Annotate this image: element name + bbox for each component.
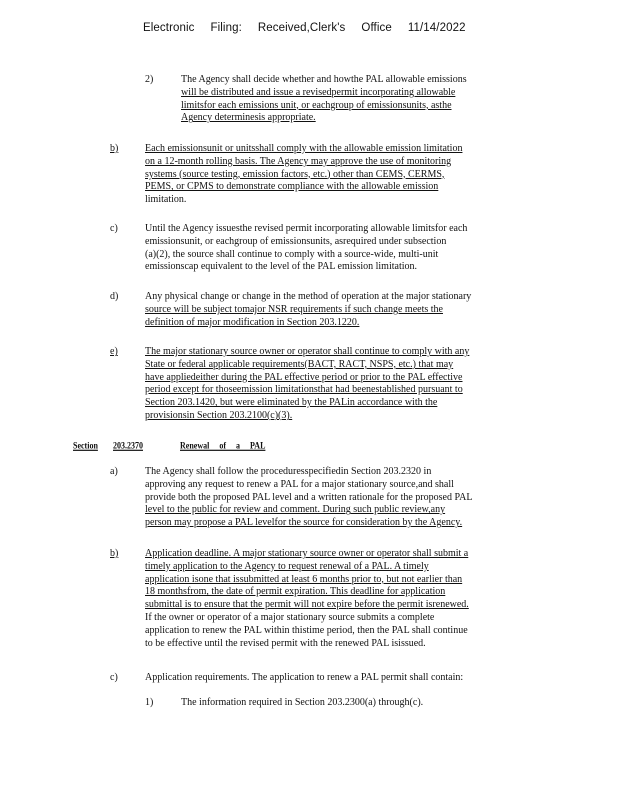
text-line: period except for thoseemission limitationsthat had beenestablished pursuant to <box>145 384 463 396</box>
text-line: have appliedeither during the PAL effective period or prior to the PAL effective <box>145 371 463 383</box>
text-line: The information required in Section 203.2300(a) through(c). <box>181 697 424 708</box>
text-line: Each emissionsunit or unitsshall comply with the allowable emission limitation <box>145 143 463 154</box>
text-line: If the owner or operator of a major stationary source submits a complete <box>145 611 435 623</box>
section-number: 203.2370 <box>113 440 143 451</box>
item-b2-text <box>145 548 537 650</box>
item-2-text <box>181 74 520 125</box>
text-line: on a 12-month rolling basis. The Agency may approve the use of monitoring <box>145 155 452 167</box>
text-line: level to the public for review and comment. During such public review,any <box>145 504 446 516</box>
text-line: 18 monthsfrom, the date of permit expiration. This deadline for application <box>145 586 446 598</box>
item-d-text <box>145 291 530 329</box>
text-line: Application deadline. A major stationary source owner or operator shall submit a <box>145 548 469 559</box>
text-line: Until the Agency issuesthe revised permit incorporating allowable limitsfor each <box>145 223 468 234</box>
text-line: Section 203.1420, but were eliminated by the PALin accordance with the <box>145 397 438 409</box>
text-line: provide both the proposed PAL level and a written rationale for the proposed PAL <box>145 491 473 503</box>
section-label: Section <box>73 440 98 451</box>
header-office: Office <box>361 22 392 34</box>
item-label: b) <box>110 548 119 559</box>
text-line: timely application to the Agency to request renewal of a PAL. A timely <box>145 560 429 572</box>
header-electronic: Electronic <box>143 22 195 34</box>
text-line: systems (source testing, emission factors, etc.) other than CEMS, CERMS, <box>145 168 445 180</box>
text-line: submittal is to ensure that the permit will not expire before the permit isrenewed. <box>145 599 469 611</box>
text-line: (a)(2), the source shall continue to comply with a source-wide, multi-unit <box>145 248 439 260</box>
item-e-text <box>145 346 535 423</box>
text-line: limitation. <box>145 194 187 206</box>
text-line: will be distributed and issue a revisedpermit incorporating allowable <box>181 86 456 98</box>
text-line: The Agency shall decide whether and howthe PAL allowable emissions <box>181 74 467 85</box>
section-title: Renewal of a PAL <box>180 440 266 451</box>
text-line: person may propose a PAL levelfor the source for consideration by the Agency. <box>145 517 463 529</box>
text-line: to be effective until the revised permit with the renewed PAL isissued. <box>145 637 426 649</box>
item-label: 2) <box>145 74 154 85</box>
item-label: c) <box>110 223 118 234</box>
text-line: Any physical change or change in the method of operation at the major stationary <box>145 291 472 302</box>
text-line: limitsfor each emissions unit, or eachgroup of emissionsunits, asthe <box>181 99 452 111</box>
text-line: approving any request to renew a PAL for a major stationary source,and shall <box>145 478 454 490</box>
item-label: c) <box>110 672 118 683</box>
header-date: 11/14/2022 <box>407 22 466 34</box>
item-label: 1) <box>145 697 154 708</box>
text-line: application to renew the PAL within thistime period, then the PAL shall continue <box>145 624 468 636</box>
text-line: emissionscap equivalent to the level of the PAL emission limitation. <box>145 261 417 273</box>
item-c2-text <box>145 672 530 685</box>
text-line: definition of major modification in Section 203.1220. <box>145 316 360 328</box>
text-line: source will be subject tomajor NSR requirements if such change meets the <box>145 303 443 315</box>
text-line: The Agency shall follow the proceduresspecifiedin Section 203.2320 in <box>145 466 432 477</box>
text-line: provisionsin Section 203.2100(c)(3). <box>145 409 293 421</box>
text-line: application isone that issubmitted at least 6 months prior to, but not earlier than <box>145 573 463 585</box>
item-b1-text <box>145 143 530 207</box>
item-a-text <box>145 466 537 530</box>
text-line: emissionsunit, or eachgroup of emissionsunits, asrequired under subsection <box>145 235 447 247</box>
header-filing: Filing: <box>210 22 242 34</box>
item-label: b) <box>110 143 119 154</box>
text-line: State or federal applicable requirements(BACT, RACT, NSPS, etc.) that may <box>145 358 454 370</box>
item-label: d) <box>110 291 119 302</box>
text-line: Agency determinesis appropriate. <box>181 112 316 124</box>
text-line: Application requirements. The application to renew a PAL permit shall contain: <box>145 672 464 683</box>
item-label: e) <box>110 346 118 357</box>
item-c1-text <box>145 223 530 274</box>
text-line: PEMS, or CPMS to demonstrate compliance with the allowable emission <box>145 181 439 193</box>
item-label: a) <box>110 466 118 477</box>
text-line: The major stationary source owner or operator shall continue to comply with any <box>145 346 470 357</box>
item-1-text <box>181 697 481 710</box>
header-received: Received,Clerk's <box>257 22 346 34</box>
filing-header <box>143 22 482 34</box>
